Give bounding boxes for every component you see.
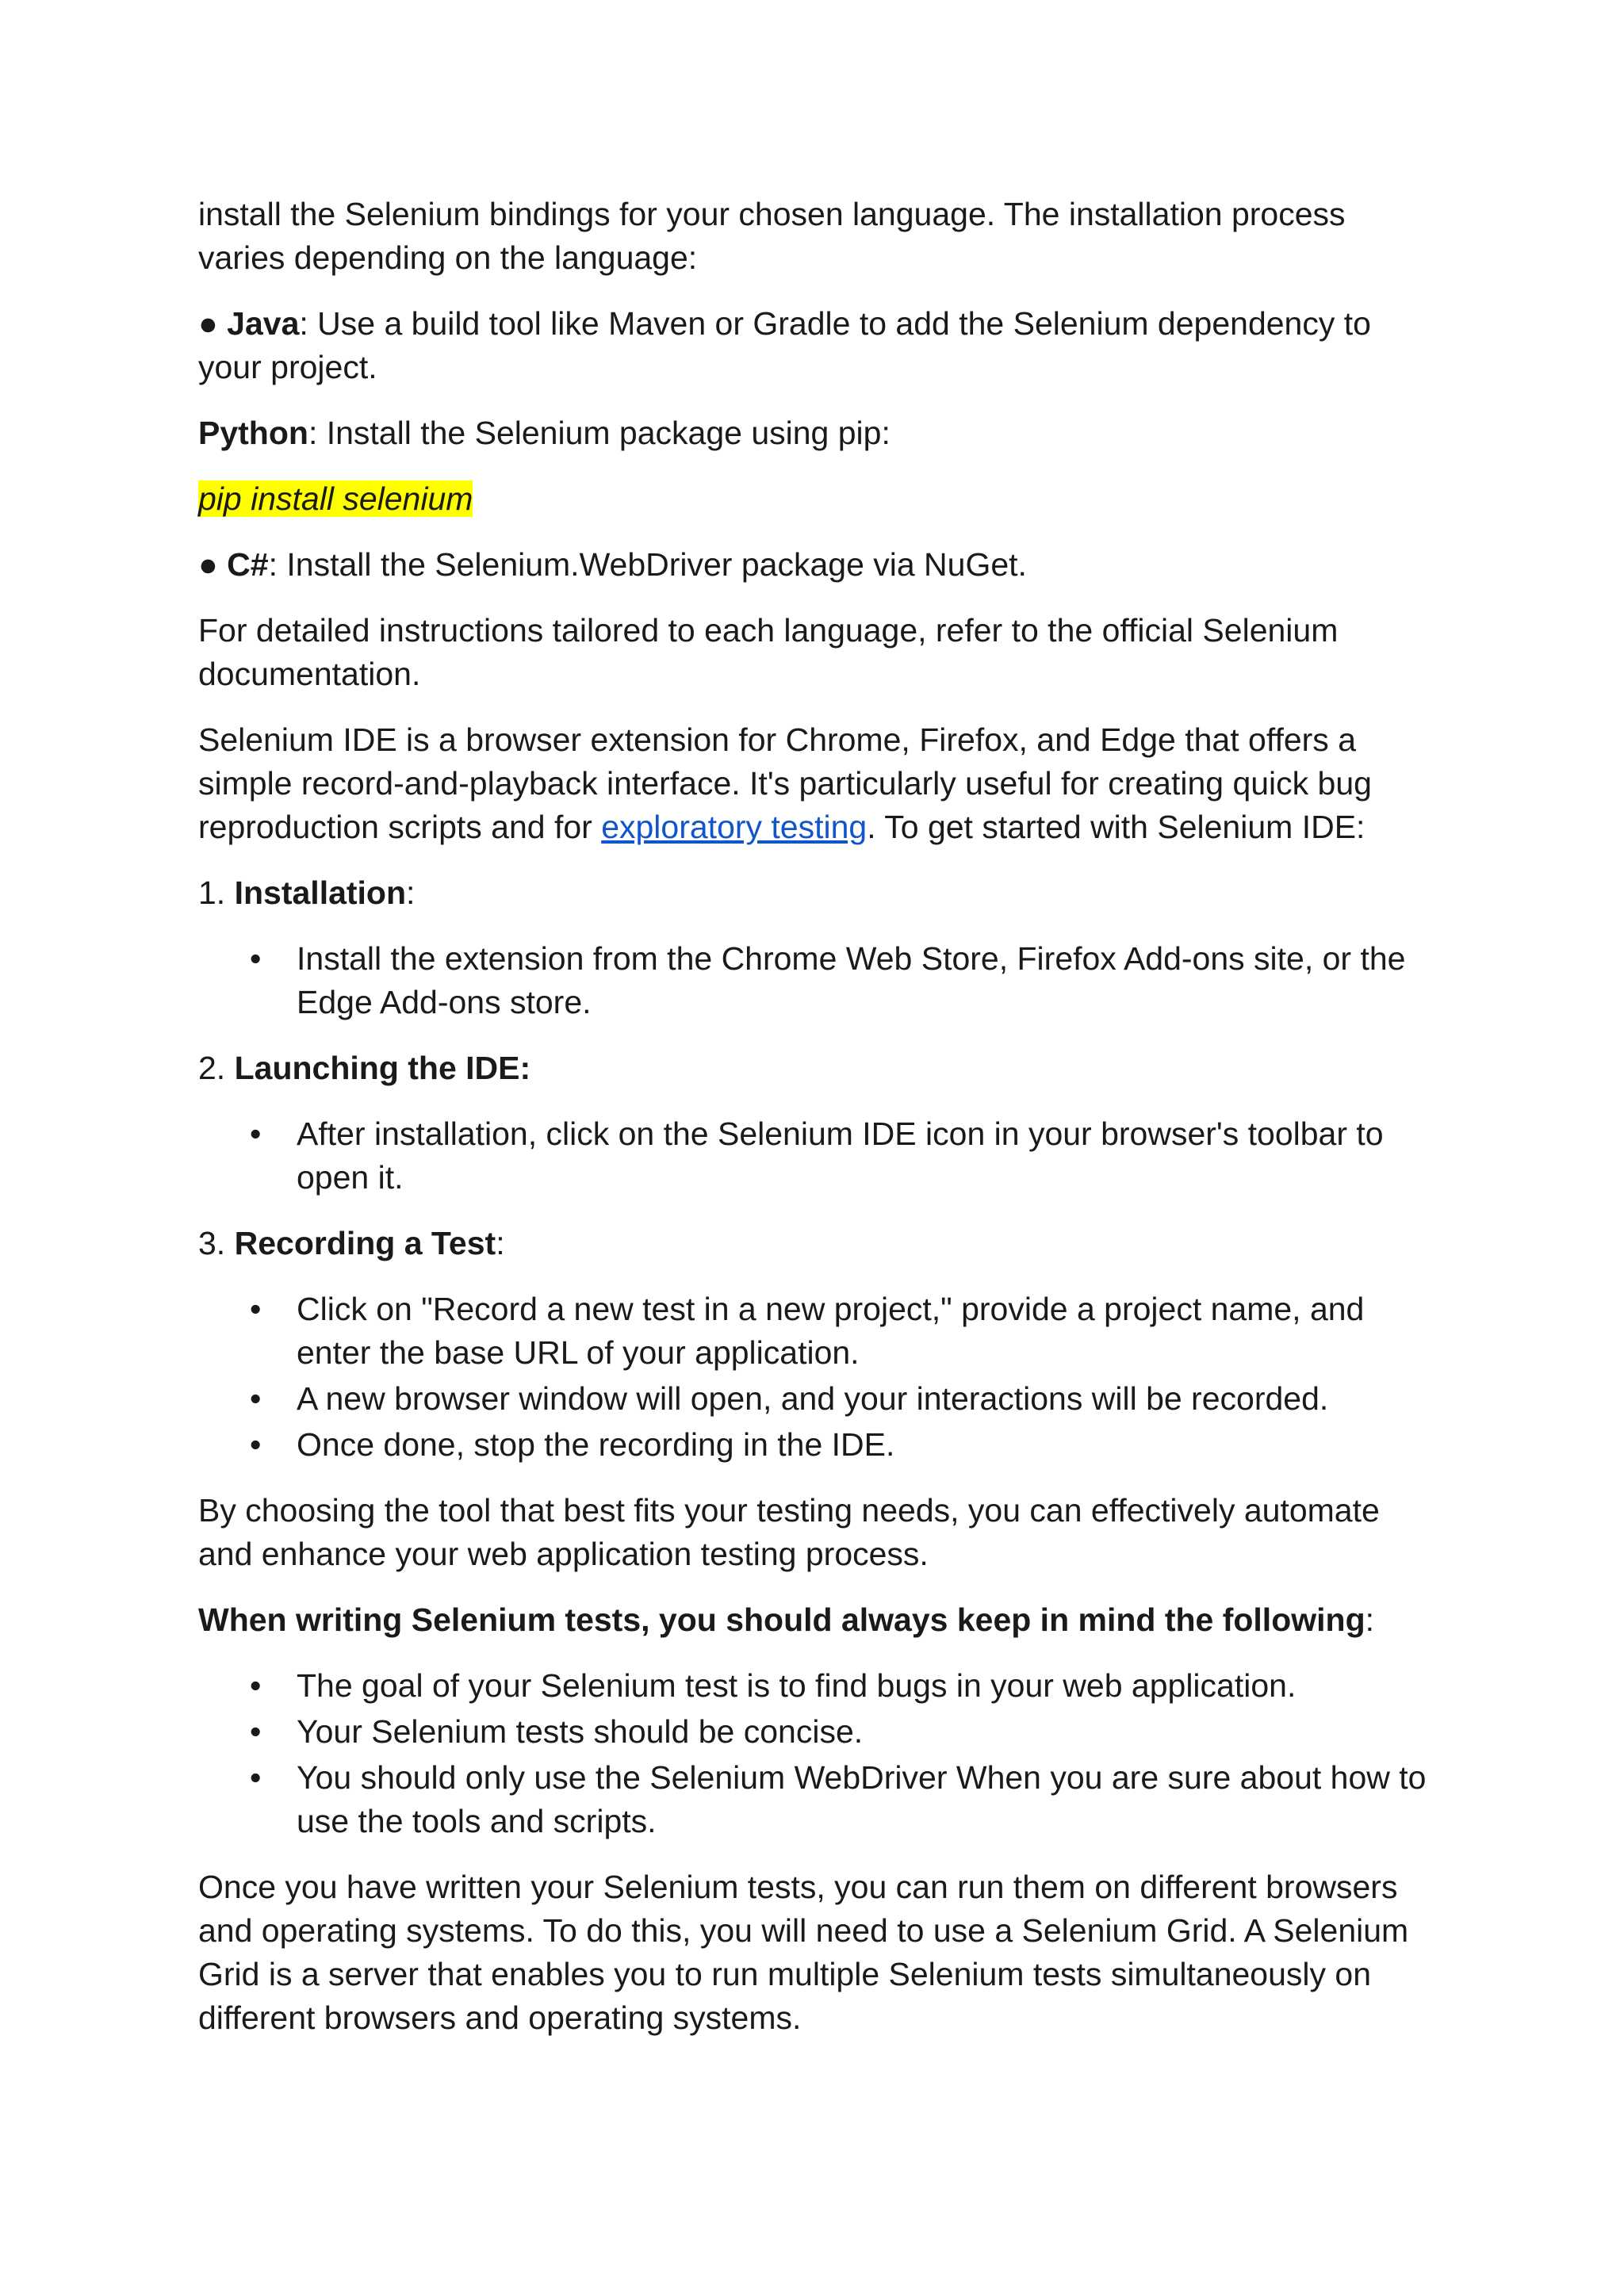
ide-text-after-link: . To get started with Selenium IDE: <box>867 809 1365 845</box>
step-title: Installation <box>234 874 407 911</box>
keep-in-mind-title: When writing Selenium tests, you should always keep in mind the following <box>198 1601 1365 1638</box>
step-1-list <box>198 937 1435 1024</box>
keep-in-mind-list <box>198 1664 1435 1843</box>
document-page <box>198 193 1435 2062</box>
python-label: Python <box>198 415 308 451</box>
pip-command: pip install selenium <box>198 480 473 517</box>
keep-in-mind-suffix: : <box>1365 1601 1375 1638</box>
step-title: Launching the IDE: <box>234 1050 531 1086</box>
step-heading-2 <box>198 1047 1435 1090</box>
exploratory-testing-link[interactable]: exploratory testing <box>601 809 868 845</box>
list-item: • After installation, click on the Selenium IDE icon in your browser's toolbar to open it. <box>198 1112 1435 1200</box>
step-number: 2. <box>198 1050 226 1086</box>
step-number: 3. <box>198 1225 226 1261</box>
csharp-label: C# <box>227 546 269 583</box>
pip-command-line <box>198 477 1435 521</box>
list-item: • Once done, stop the recording in the IDE. <box>198 1423 1435 1467</box>
step-title: Recording a Test <box>234 1225 496 1261</box>
java-text: : Use a build tool like Maven or Gradle to add the Selenium dependency to your project. <box>198 305 1371 385</box>
list-item: • Your Selenium tests should be concise. <box>198 1710 1435 1754</box>
bullet-glyph: ● <box>198 546 218 583</box>
grid-paragraph: Once you have written your Selenium tests, you can run them on different browsers and operating systems. To do this, you will need to use a Selenium Grid. A Selenium Grid is a server that enables you to run multiple Selenium tests simultaneously on different browsers and operating systems. <box>198 1869 1409 2036</box>
csharp-item <box>198 543 1435 587</box>
step-number: 1. <box>198 874 226 911</box>
step-suffix: : <box>496 1225 505 1261</box>
java-item <box>198 302 1435 389</box>
list-item: • Install the extension from the Chrome Web Store, Firefox Add-ons site, or the Edge Add-ons store. <box>198 937 1435 1024</box>
ide-paragraph <box>198 718 1435 849</box>
csharp-text: : Install the Selenium.WebDriver package via NuGet. <box>268 546 1027 583</box>
step-heading-3 <box>198 1222 1435 1265</box>
list-item: • The goal of your Selenium test is to find bugs in your web application. <box>198 1664 1435 1708</box>
step-suffix: : <box>406 874 416 911</box>
python-text: : Install the Selenium package using pip: <box>308 415 891 451</box>
bullet-glyph: ● <box>198 305 218 342</box>
list-item: • A new browser window will open, and your interactions will be recorded. <box>198 1377 1435 1421</box>
intro-paragraph: install the Selenium bindings for your chosen language. The installation process varies depending on the language: <box>198 196 1346 276</box>
list-item: • Click on "Record a new test in a new project," provide a project name, and enter the base URL of your application. <box>198 1288 1435 1375</box>
detailed-instructions-paragraph: For detailed instructions tailored to each language, refer to the official Selenium documentation. <box>198 612 1339 692</box>
java-label: Java <box>227 305 300 342</box>
step-heading-1 <box>198 871 1435 915</box>
ide-text-before-link: Selenium IDE is a browser extension for Chrome, Firefox, and Edge that offers a simple record-and-playback interface. It's particularly useful for creating quick bug reproduction scripts and for <box>198 721 1372 845</box>
step-3-list <box>198 1288 1435 1467</box>
choosing-tool-paragraph: By choosing the tool that best fits your testing needs, you can effectively automate and enhance your web application testing process. <box>198 1492 1380 1572</box>
step-2-list <box>198 1112 1435 1200</box>
keep-in-mind-heading <box>198 1598 1435 1642</box>
list-item: • You should only use the Selenium WebDriver When you are sure about how to use the tools and scripts. <box>198 1756 1435 1843</box>
python-item <box>198 411 1435 455</box>
